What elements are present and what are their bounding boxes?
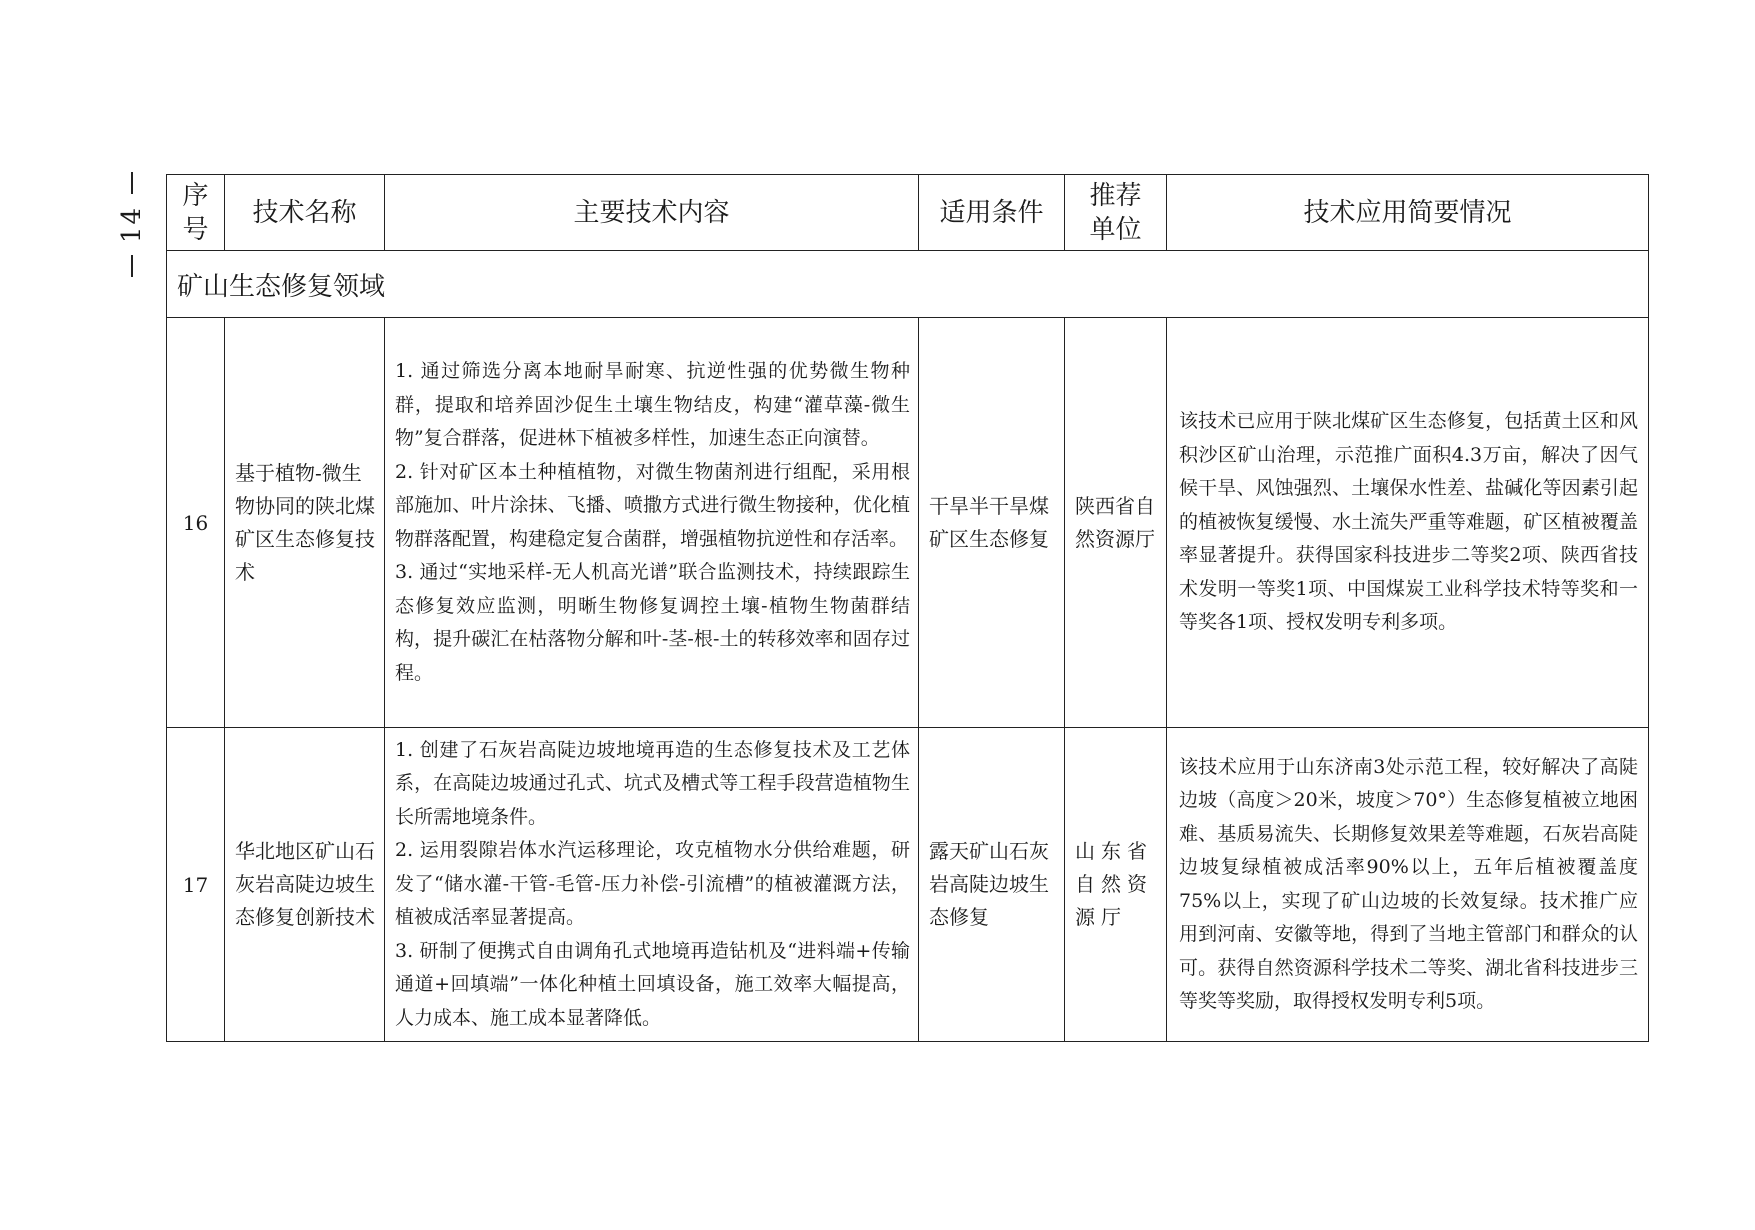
- table-header-row: [167, 175, 1649, 251]
- row-tech-name: 华北地区矿山石灰岩高陡边坡生态修复创新技术: [225, 728, 385, 1042]
- header-content: 主要技术内容: [385, 175, 919, 251]
- row-application: 该技术应用于山东济南3处示范工程，较好解决了高陡边坡（高度＞20米，坡度＞70°）生态修复植被立地困难、基质易流失、长期修复效果差等难题，石灰岩高陡边坡复绿植被成活率90%以上，五年后植被覆盖度75%以上，实现了矿山边坡的长效复绿。技术推广应用到河南、安徽等地，得到了当地主管部门和群众的认可。获得自然资源科学技术二等奖、湖北省科技进步三等奖等奖励，取得授权发明专利5项。: [1167, 728, 1649, 1042]
- page-number-text: 14: [117, 206, 147, 244]
- row-application: 该技术已应用于陕北煤矿区生态修复，包括黄土区和风积沙区矿山治理，示范推广面积4.3万亩，解决了因气候干旱、风蚀强烈、土壤保水性差、盐碱化等因素引起的植被恢复缓慢、水土流失严重等难题，矿区植被覆盖率显著提升。获得国家科技进步二等奖2项、陕西省技术发明一等奖1项、中国煤炭工业科学技术特等奖和一等奖各1项、授权发明专利多项。: [1167, 318, 1649, 728]
- content-item: 3. 研制了便携式自由调角孔式地境再造钻机及“进料端+传输通道+回填端”一体化种植土回填设备，施工效率大幅提高，人力成本、施工成本显著降低。: [395, 939, 910, 1029]
- row-conditions: 露天矿山石灰岩高陡边坡生态修复: [919, 728, 1065, 1042]
- row-seq: 16: [167, 318, 225, 728]
- header-seq: 序号: [167, 175, 225, 251]
- content-item: 2. 针对矿区本土种植植物，对微生物菌剂进行组配，采用根部施加、叶片涂抹、飞播、喷撒方式进行微生物接种，优化植物群落配置，构建稳定复合菌群，增强植物抗逆性和存活率。: [395, 460, 910, 550]
- domain-row: [167, 251, 1649, 318]
- row-tech-content: [385, 318, 919, 728]
- domain-title: 矿山生态修复领域: [167, 251, 1649, 318]
- header-conditions: 适用条件: [919, 175, 1065, 251]
- table-row: [167, 728, 1649, 1042]
- content-item: 3. 通过“实地采样-无人机高光谱”联合监测技术，持续跟踪生态修复效应监测，明晰生物修复调控土壤-植物生物菌群结构，提升碳汇在枯落物分解和叶-茎-根-土的转移效率和固存过程。: [395, 561, 910, 684]
- row-tech-content: [385, 728, 919, 1042]
- content-item: 1. 通过筛选分离本地耐旱耐寒、抗逆性强的优势微生物种群，提取和培养固沙促生土壤生物结皮，构建“灌草藻-微生物”复合群落，促进林下植被多样性，加速生态正向演替。: [395, 360, 910, 449]
- page-number-dash-bottom: [131, 255, 133, 277]
- header-name: 技术名称: [225, 175, 385, 251]
- content-item: 2. 运用裂隙岩体水汽运移理论，攻克植物水分供给难题，研发了“储水灌-干管-毛管-压力补偿-引流槽”的植被灌溉方法，植被成活率显著提高。: [395, 839, 910, 929]
- header-unit: 推荐单位: [1065, 175, 1167, 251]
- table-row: [167, 318, 1649, 728]
- row-conditions: 干旱半干旱煤矿区生态修复: [919, 318, 1065, 728]
- row-tech-name: 基于植物-微生物协同的陕北煤矿区生态修复技术: [225, 318, 385, 728]
- row-unit: 山东省自然资源厅: [1065, 728, 1167, 1042]
- row-unit: 陕西省自然资源厅: [1065, 318, 1167, 728]
- content-item: 1. 创建了石灰岩高陡边坡地境再造的生态修复技术及工艺体系，在高陡边坡通过孔式、坑式及槽式等工程手段营造植物生长所需地境条件。: [395, 738, 910, 828]
- page-number: [112, 172, 152, 292]
- header-application: 技术应用简要情况: [1167, 175, 1649, 251]
- technology-table: [166, 174, 1649, 1042]
- page-number-dash-top: [131, 172, 133, 194]
- row-seq: 17: [167, 728, 225, 1042]
